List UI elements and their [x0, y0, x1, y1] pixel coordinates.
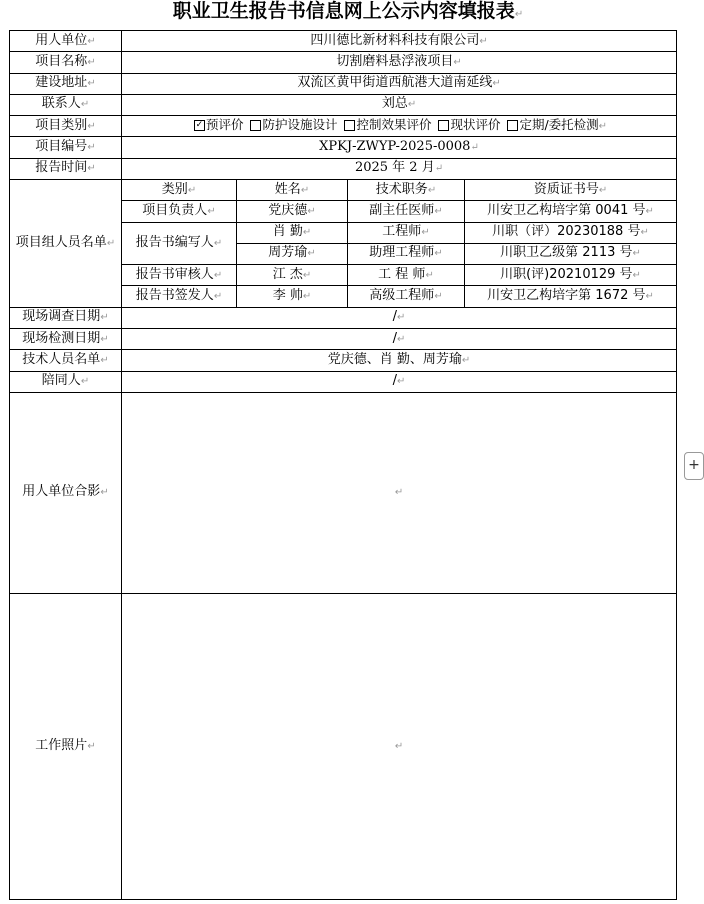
member-cert: 川安卫乙构培字第 1672 号↵: [465, 286, 677, 307]
team-label: 项目组人员名单↵: [10, 179, 122, 307]
category-option-protection-design[interactable]: 防护设施设计: [247, 117, 337, 132]
row-address: [10, 73, 677, 94]
row-employer: [10, 31, 677, 52]
group-photo-area: ↵: [122, 392, 677, 593]
work-photo-label: 工作照片↵: [10, 593, 122, 899]
escort-value: /↵: [122, 371, 677, 392]
report-time-label: 报告时间↵: [10, 158, 122, 179]
checkbox-icon[interactable]: [250, 120, 261, 131]
survey-date-value: /↵: [122, 307, 677, 328]
team-header-name: 姓名↵: [237, 179, 348, 200]
member-role: 报告书编写人↵: [122, 222, 237, 265]
disclosure-form-table: [9, 30, 677, 900]
test-date-value: /↵: [122, 328, 677, 349]
member-title: 工 程 师↵: [348, 265, 465, 286]
row-contact: [10, 94, 677, 115]
report-time-value: 2025 年 2 月↵: [122, 158, 677, 179]
row-tech-staff: [10, 350, 677, 371]
category-label: 项目类别↵: [10, 116, 122, 137]
checkbox-icon[interactable]: [344, 120, 355, 131]
category-option-periodic-testing[interactable]: 定期/委托检测: [504, 117, 598, 132]
row-group-photo: [10, 392, 677, 593]
member-role: 报告书审核人↵: [122, 265, 237, 286]
row-project-name: [10, 52, 677, 73]
member-title: 高级工程师↵: [348, 286, 465, 307]
row-work-photo: [10, 593, 677, 899]
row-survey-date: [10, 307, 677, 328]
member-title: 助理工程师↵: [348, 243, 465, 264]
member-title: 副主任医师↵: [348, 201, 465, 222]
project-name-label: 项目名称↵: [10, 52, 122, 73]
add-row-button[interactable]: [684, 452, 704, 480]
member-title: 工程师↵: [348, 222, 465, 243]
member-name: 党庆德↵: [237, 201, 348, 222]
survey-date-label: 现场调查日期↵: [10, 307, 122, 328]
category-option-pre-evaluation[interactable]: ✓ 预评价: [195, 117, 244, 133]
member-name: 周芳瑜↵: [237, 243, 348, 264]
tech-staff-label: 技术人员名单↵: [10, 350, 122, 371]
form-title: 职业卫生报告书信息网上公示内容填报表↵: [172, 0, 524, 22]
category-option-control-evaluation[interactable]: 控制效果评价: [341, 117, 431, 132]
address-label: 建设地址↵: [10, 73, 122, 94]
employer-value: 四川德比新材料科技有限公司↵: [122, 31, 677, 52]
category-options: ✓ 预评价 防护设施设计 控制效果评价 现状评价 定期/委托检测↵: [122, 116, 677, 137]
member-cert: 川职(评)20210129 号↵: [465, 265, 677, 286]
contact-label: 联系人↵: [10, 94, 122, 115]
row-category: [10, 116, 677, 137]
checkbox-icon[interactable]: [438, 120, 449, 131]
project-no-value: XPKJ-ZWYP-2025-0008↵: [122, 137, 677, 158]
row-project-no: [10, 137, 677, 158]
employer-label: 用人单位↵: [10, 31, 122, 52]
group-photo-label: 用人单位合影↵: [10, 392, 122, 593]
member-name: 李 帅↵: [237, 286, 348, 307]
team-header-row: [10, 179, 677, 200]
project-no-label: 项目编号↵: [10, 137, 122, 158]
contact-value: 刘总↵: [122, 94, 677, 115]
member-cert: 川安卫乙构培字第 0041 号↵: [465, 201, 677, 222]
work-photo-area: ↵: [122, 593, 677, 899]
member-cert: 川职卫乙级第 2113 号↵: [465, 243, 677, 264]
member-role: 项目负责人↵: [122, 201, 237, 222]
tech-staff-value: 党庆德、肖 勤、周芳瑜↵: [122, 350, 677, 371]
row-report-time: [10, 158, 677, 179]
member-role: 报告书签发人↵: [122, 286, 237, 307]
row-escort: [10, 371, 677, 392]
checkbox-icon[interactable]: [507, 120, 518, 131]
test-date-label: 现场检测日期↵: [10, 328, 122, 349]
plus-icon: +: [688, 457, 700, 473]
member-name: 肖 勤↵: [237, 222, 348, 243]
category-option-status-evaluation[interactable]: 现状评价: [435, 117, 500, 132]
checkbox-checked-icon[interactable]: ✓: [195, 120, 204, 131]
project-name-value: 切割磨料悬浮液项目↵: [122, 52, 677, 73]
team-header-title: 技术职务↵: [348, 179, 465, 200]
team-header-category: 类别↵: [122, 179, 237, 200]
member-cert: 川职（评）20230188 号↵: [465, 222, 677, 243]
row-test-date: [10, 328, 677, 349]
address-value: 双流区黄甲街道西航港大道南延线↵: [122, 73, 677, 94]
team-header-cert: 资质证书号↵: [465, 179, 677, 200]
member-name: 江 杰↵: [237, 265, 348, 286]
escort-label: 陪同人↵: [10, 371, 122, 392]
